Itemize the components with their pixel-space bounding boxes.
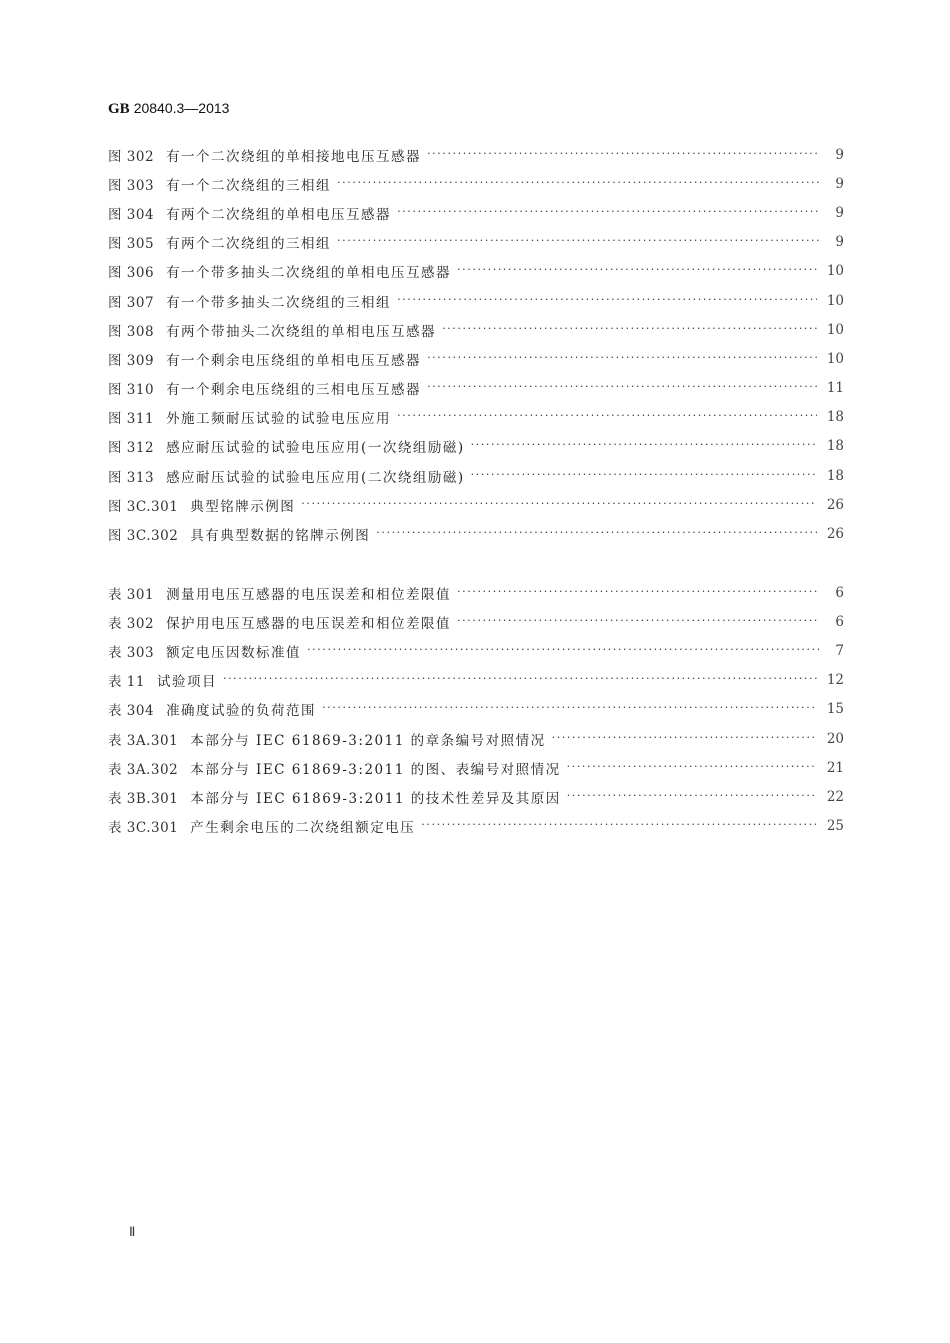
figure-entry[interactable] <box>108 374 844 403</box>
table-entry[interactable] <box>108 636 844 665</box>
leader-dots <box>567 790 817 804</box>
figure-entry[interactable] <box>108 344 844 373</box>
entry-title: 本部分与 IEC 61869-3:2011 的技术性差异及其原因 <box>190 790 561 807</box>
entry-label: 表 301 <box>108 586 155 603</box>
leader-dots <box>457 264 817 278</box>
entry-title: 有一个剩余电压绕组的单相电压互感器 <box>166 352 422 369</box>
standard-prefix: GB <box>108 101 130 117</box>
leader-dots <box>421 819 817 833</box>
entry-title: 有一个二次绕组的三相组 <box>166 177 332 194</box>
entry-title: 有两个二次绕组的三相组 <box>166 236 332 253</box>
entry-label: 图 313 <box>108 469 155 486</box>
entry-label: 图 3C.301 <box>108 498 179 515</box>
entry-title: 有一个带多抽头二次绕组的三相组 <box>166 294 392 311</box>
leader-dots <box>427 381 817 395</box>
figure-entry[interactable] <box>108 315 844 344</box>
figure-entry[interactable] <box>108 403 844 432</box>
entry-title: 有一个带多抽头二次绕组的单相电压互感器 <box>166 265 452 282</box>
entry-label: 图 310 <box>108 382 155 399</box>
leader-dots <box>567 761 817 775</box>
entry-label: 图 311 <box>108 411 155 428</box>
entry-label: 表 3C.301 <box>108 820 179 837</box>
figure-list <box>108 140 844 549</box>
leader-dots <box>397 294 817 308</box>
figure-entry[interactable] <box>108 169 844 198</box>
entry-page-number: 21 <box>826 759 844 776</box>
entry-label: 图 312 <box>108 440 155 457</box>
table-entry[interactable] <box>108 782 844 811</box>
table-entry[interactable] <box>108 724 844 753</box>
entry-title: 本部分与 IEC 61869-3:2011 的图、表编号对照情况 <box>190 761 561 778</box>
table-entry[interactable] <box>108 695 844 724</box>
entry-page-number: 25 <box>826 818 844 835</box>
entry-label: 图 302 <box>108 148 155 165</box>
entry-page-number: 20 <box>826 730 844 747</box>
entry-page-number: 10 <box>826 321 844 338</box>
entry-page-number: 18 <box>826 438 844 455</box>
figure-entry[interactable] <box>108 461 844 490</box>
entry-label: 图 3C.302 <box>108 528 179 545</box>
entry-label: 表 304 <box>108 703 155 720</box>
leader-dots <box>223 673 817 687</box>
entry-title: 有两个二次绕组的单相电压互感器 <box>166 206 392 223</box>
entry-page-number: 10 <box>826 292 844 309</box>
figure-entry[interactable] <box>108 198 844 227</box>
table-entry[interactable] <box>108 812 844 841</box>
entry-label: 表 3A.301 <box>108 732 179 749</box>
entry-page-number: 10 <box>826 350 844 367</box>
entry-page-number: 9 <box>835 204 844 221</box>
entry-label: 图 307 <box>108 294 155 311</box>
leader-dots <box>397 206 820 220</box>
entry-title: 外施工频耐压试验的试验电压应用 <box>166 411 392 428</box>
table-entry[interactable] <box>108 607 844 636</box>
figure-entry[interactable] <box>108 286 844 315</box>
entry-title: 有一个剩余电压绕组的三相电压互感器 <box>166 382 422 399</box>
entry-label: 图 306 <box>108 265 155 282</box>
entry-title: 额定电压因数标准值 <box>166 644 302 661</box>
entry-label: 图 308 <box>108 323 155 340</box>
entry-page-number: 9 <box>835 175 844 192</box>
table-list <box>108 578 844 841</box>
entry-page-number: 9 <box>835 146 844 163</box>
entry-title: 测量用电压互感器的电压误差和相位差限值 <box>166 586 452 603</box>
leader-dots <box>427 352 817 366</box>
entry-page-number: 18 <box>826 467 844 484</box>
entry-label: 表 11 <box>108 674 145 691</box>
entry-page-number: 12 <box>826 672 844 689</box>
entry-title: 本部分与 IEC 61869-3:2011 的章条编号对照情况 <box>190 732 546 749</box>
standard-number: 20840.3—2013 <box>133 100 230 116</box>
leader-dots <box>427 148 820 162</box>
entry-page-number: 6 <box>835 584 844 601</box>
entry-page-number: 6 <box>835 613 844 630</box>
entry-label: 图 303 <box>108 177 155 194</box>
leader-dots <box>457 615 820 629</box>
figure-entry[interactable] <box>108 228 844 257</box>
entry-label: 图 304 <box>108 206 155 223</box>
entry-label: 表 302 <box>108 615 155 632</box>
entry-title: 有一个二次绕组的单相接地电压互感器 <box>166 148 422 165</box>
entry-label: 表 303 <box>108 644 155 661</box>
entry-page-number: 9 <box>835 234 844 251</box>
entry-page-number: 26 <box>826 496 844 513</box>
entry-title: 感应耐压试验的试验电压应用(二次绕组励磁) <box>166 469 465 486</box>
leader-dots <box>457 586 820 600</box>
leader-dots <box>397 410 817 424</box>
entry-label: 图 309 <box>108 352 155 369</box>
entry-page-number: 26 <box>826 526 844 543</box>
figure-entry[interactable] <box>108 432 844 461</box>
leader-dots <box>552 732 817 746</box>
entry-title: 保护用电压互感器的电压误差和相位差限值 <box>166 615 452 632</box>
leader-dots <box>337 235 820 249</box>
entry-title: 感应耐压试验的试验电压应用(一次绕组励磁) <box>166 440 465 457</box>
entry-title: 试验项目 <box>156 674 217 691</box>
leader-dots <box>471 439 817 453</box>
leader-dots <box>471 469 817 483</box>
entry-title: 产生剩余电压的二次绕组额定电压 <box>190 820 416 837</box>
entry-label: 图 305 <box>108 236 155 253</box>
entry-page-number: 18 <box>826 409 844 426</box>
leader-dots <box>337 177 820 191</box>
document-header <box>108 100 229 118</box>
table-entry[interactable] <box>108 753 844 782</box>
table-entry[interactable] <box>108 578 844 607</box>
figure-entry[interactable] <box>108 519 844 548</box>
entry-title: 具有典型数据的铭牌示例图 <box>190 528 371 545</box>
leader-dots <box>442 323 817 337</box>
entry-label: 表 3A.302 <box>108 761 179 778</box>
entry-page-number: 7 <box>835 642 844 659</box>
entry-title: 典型铭牌示例图 <box>190 498 296 515</box>
leader-dots <box>307 644 820 658</box>
entry-page-number: 11 <box>826 380 844 397</box>
entry-page-number: 15 <box>826 701 844 718</box>
leader-dots <box>301 498 817 512</box>
figure-entry[interactable] <box>108 490 844 519</box>
entry-title: 有两个带抽头二次绕组的单相电压互感器 <box>166 323 437 340</box>
entry-title: 准确度试验的负荷范围 <box>166 703 317 720</box>
leader-dots <box>322 702 817 716</box>
entry-label: 表 3B.301 <box>108 790 179 807</box>
entry-page-number: 10 <box>826 263 844 280</box>
entry-page-number: 22 <box>826 788 844 805</box>
leader-dots <box>376 527 817 541</box>
figure-entry[interactable] <box>108 257 844 286</box>
table-entry[interactable] <box>108 666 844 695</box>
figure-entry[interactable] <box>108 140 844 169</box>
page-number: Ⅱ <box>129 1224 136 1239</box>
